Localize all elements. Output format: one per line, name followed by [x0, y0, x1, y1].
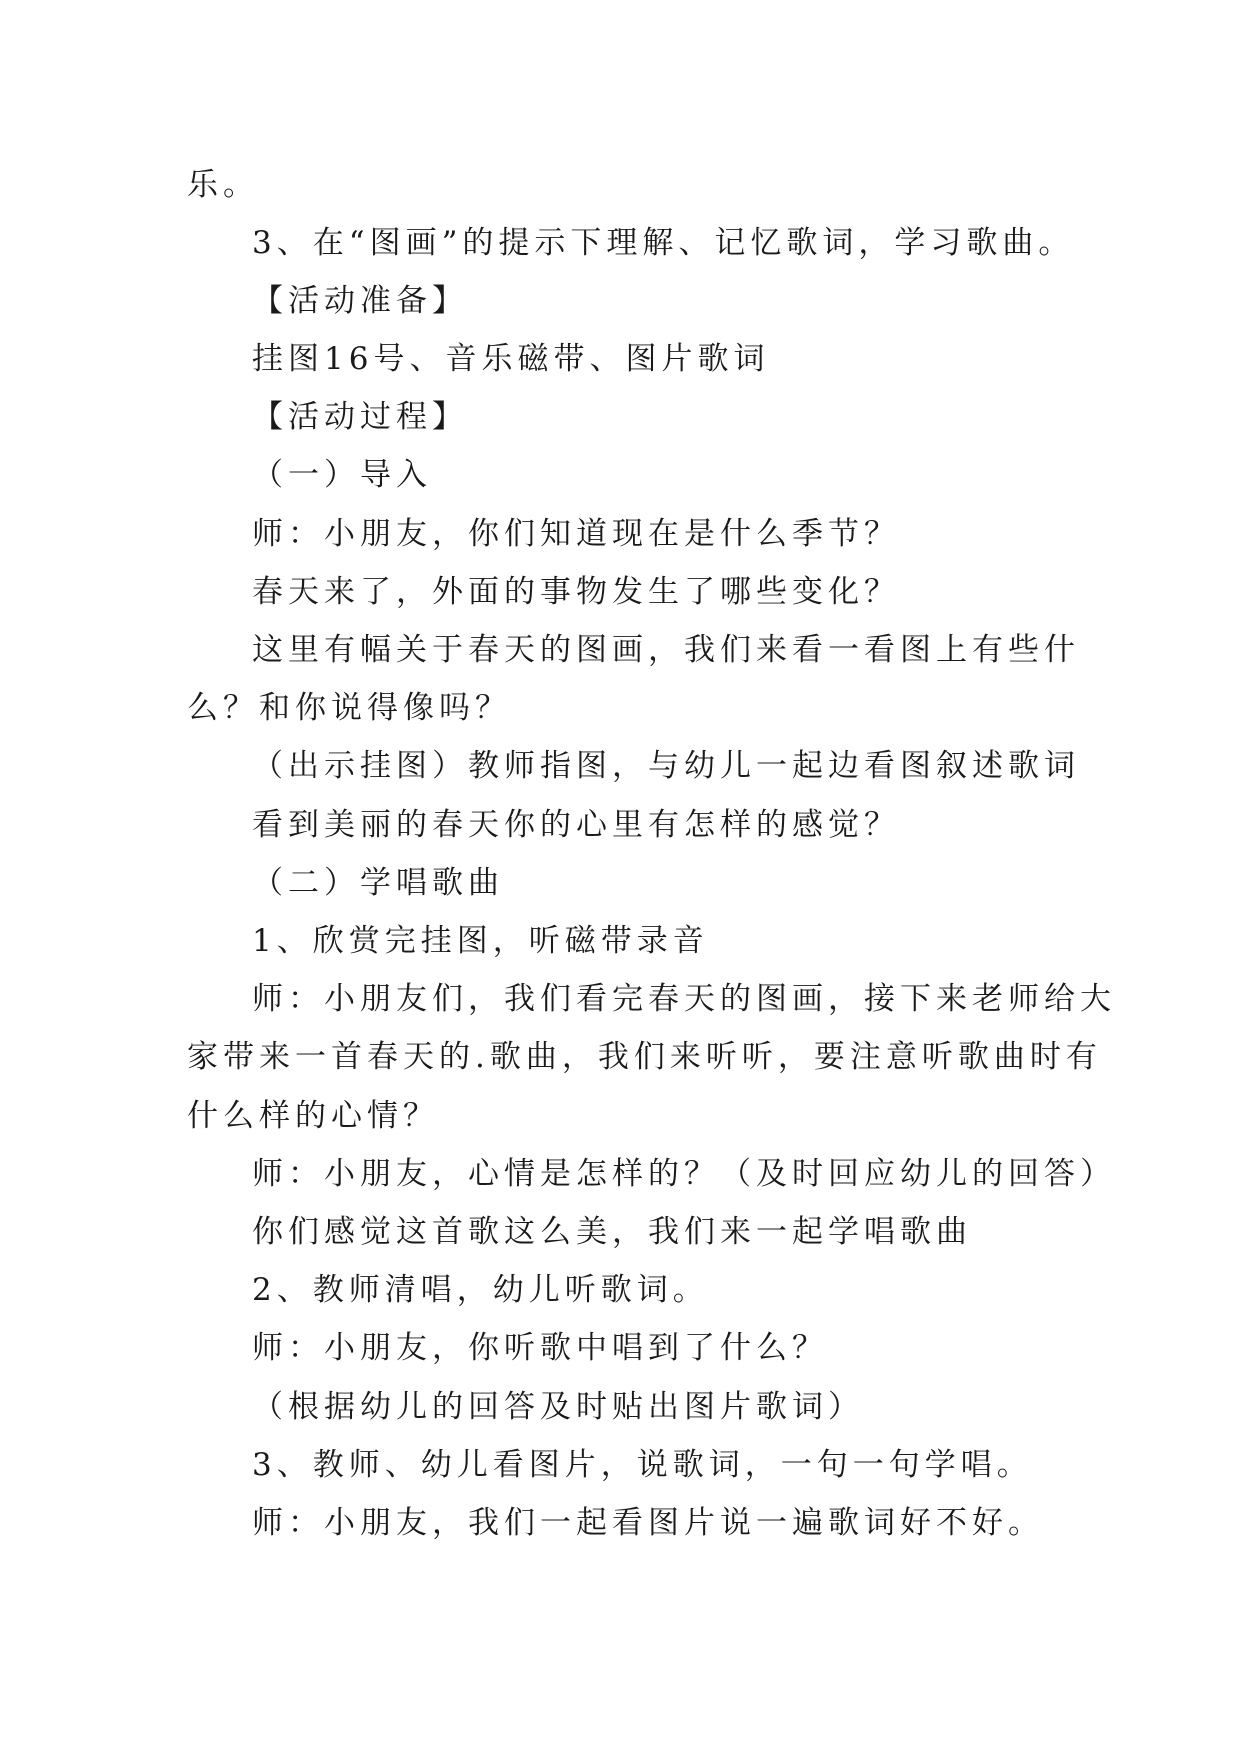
subsection-heading: （二）学唱歌曲	[252, 865, 504, 901]
text-line: 春天来了，外面的事物发生了哪些变化？	[252, 574, 900, 610]
text-line: 看到美丽的春天你的心里有怎样的感觉？	[252, 807, 900, 843]
text-line: 家带来一首春天的.歌曲，我们来听听，要注意听歌曲时有	[187, 1039, 1102, 1075]
text-line: 3、在“图画”的提示下理解、记忆歌词，学习歌曲。	[252, 225, 1075, 261]
text-line: 师：小朋友，心情是怎样的？（及时回应幼儿的回答）	[252, 1156, 1116, 1192]
text-line: （根据幼儿的回答及时贴出图片歌词）	[252, 1389, 864, 1425]
text-line: 1、欣赏完挂图，听磁带录音	[252, 923, 709, 959]
section-heading: 【活动过程】	[252, 399, 468, 435]
text-line: 这里有幅关于春天的图画，我们来看一看图上有些什	[252, 632, 1080, 668]
text-line: 挂图16号、音乐磁带、图片歌词	[252, 341, 770, 377]
text-line: 师：小朋友，你听歌中唱到了什么？	[252, 1330, 828, 1366]
subsection-heading: （一）导入	[252, 457, 432, 493]
text-line: 师：小朋友，我们一起看图片说一遍歌词好不好。	[252, 1505, 1044, 1541]
text-line: 3、教师、幼儿看图片，说歌词，一句一句学唱。	[252, 1447, 1033, 1483]
text-line: 么？和你说得像吗？	[187, 690, 511, 726]
text-line: 师：小朋友们，我们看完春天的图画，接下来老师给大	[252, 981, 1116, 1017]
text-line: 2、教师清唱，幼儿听歌词。	[252, 1272, 709, 1308]
text-line: 什么样的心情？	[187, 1098, 439, 1134]
section-heading: 【活动准备】	[252, 283, 468, 319]
text-line: 你们感觉这首歌这么美，我们来一起学唱歌曲	[252, 1214, 972, 1250]
text-line: （出示挂图）教师指图，与幼儿一起边看图叙述歌词	[252, 748, 1080, 784]
text-line: 乐。	[187, 167, 259, 203]
text-line: 师：小朋友，你们知道现在是什么季节？	[252, 516, 900, 552]
